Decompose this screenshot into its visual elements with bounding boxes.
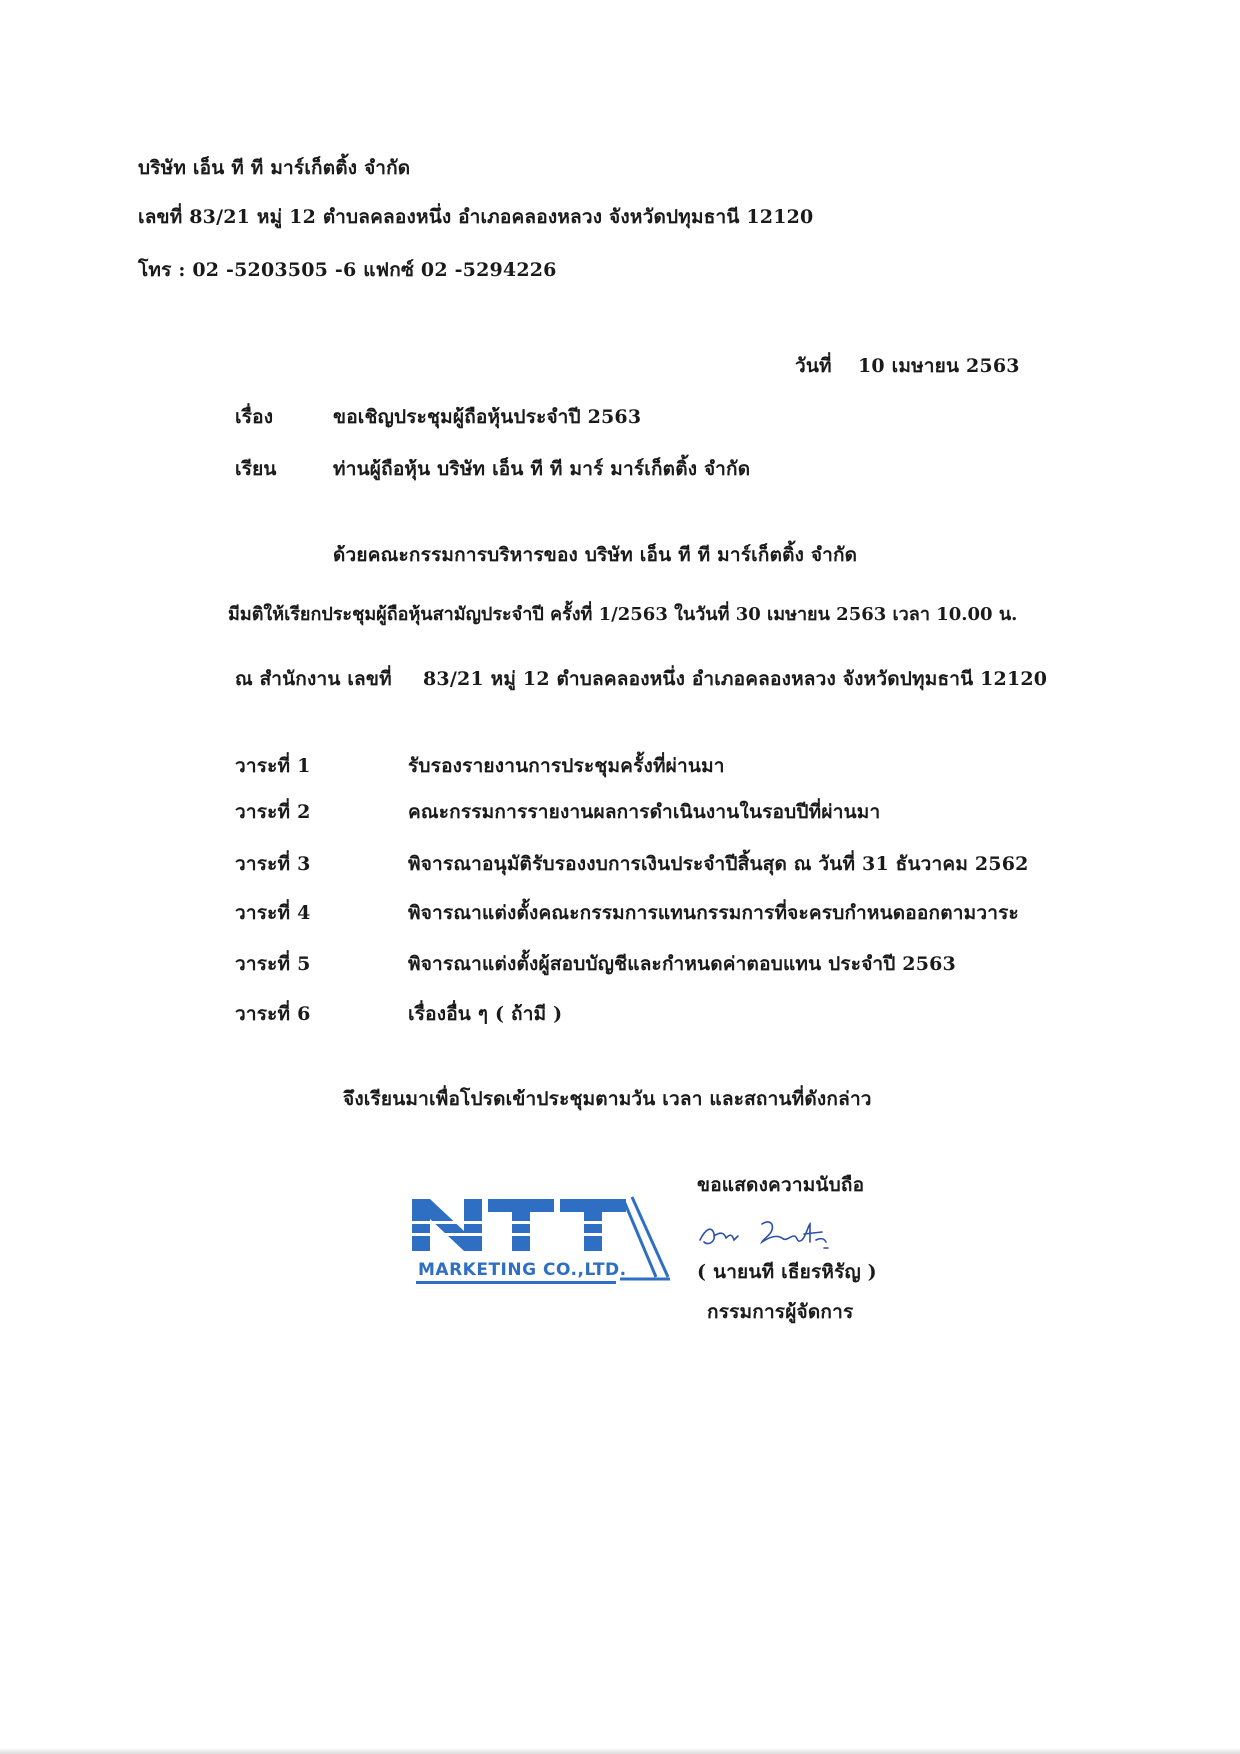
agenda-text: พิจารณาแต่งตั้งผู้สอบบัญชีและกำหนดค่าตอบแทน ประจำปี 2563 xyxy=(408,953,956,975)
agenda-text: คณะกรรมการรายงานผลการดำเนินงานในรอบปีที่ผ่านมา xyxy=(408,801,881,823)
company-contact: โทร : 02 -5203505 -6 แฟกซ์ 02 -5294226 xyxy=(138,259,557,281)
scan-edge xyxy=(0,1748,1240,1754)
company-address: เลขที่ 83/21 หมู่ 12 ตำบลคลองหนึ่ง อำเภอคลองหลวง จังหวัดปทุมธานี 12120 xyxy=(138,206,814,228)
agenda-label: วาระที่ 2 xyxy=(235,801,311,823)
date-label: วันที่ xyxy=(795,355,832,377)
subject-value: ขอเชิญประชุมผู้ถือหุ้นประจำปี 2563 xyxy=(333,406,642,428)
body-line-3-label: ณ สำนักงาน เลขที่ xyxy=(235,668,392,690)
body-line-2: มีมติให้เรียกประชุมผู้ถือหุ้นสามัญประจำปี ครั้งที่ 1/2563 ในวันที่ 30 เมษายน 2563 เวลา 10.00 น. xyxy=(228,604,1018,625)
agenda-text: พิจารณาอนุมัติรับรองงบการเงินประจำปีสิ้นสุด ณ วันที่ 31 ธันวาคม 2562 xyxy=(408,853,1029,875)
signatory-name: ( นายนที เธียรหิรัญ ) xyxy=(697,1261,877,1283)
subject-label: เรื่อง xyxy=(235,406,274,428)
signature xyxy=(692,1212,852,1258)
stamp-company-text: MARKETING CO.,LTD. xyxy=(418,1260,627,1280)
recipient-label: เรียน xyxy=(235,458,277,480)
agenda-label: วาระที่ 1 xyxy=(235,755,311,777)
agenda-label: วาระที่ 4 xyxy=(235,902,311,924)
agenda-label: วาระที่ 5 xyxy=(235,953,311,975)
regards-text: ขอแสดงความนับถือ xyxy=(697,1174,865,1196)
date-value: 10 เมษายน 2563 xyxy=(858,355,1020,377)
agenda-text: เรื่องอื่น ๆ ( ถ้ามี ) xyxy=(408,1003,563,1025)
recipient-value: ท่านผู้ถือหุ้น บริษัท เอ็น ที ที มาร์ มาร์เก็ตติ้ง จำกัด xyxy=(333,458,751,480)
agenda-label: วาระที่ 6 xyxy=(235,1003,311,1025)
agenda-label: วาระที่ 3 xyxy=(235,853,311,875)
closing-line: จึงเรียนมาเพื่อโปรดเข้าประชุมตามวัน เวลา และสถานที่ดังกล่าว xyxy=(343,1088,872,1110)
body-line-1: ด้วยคณะกรรมการบริหารของ บริษัท เอ็น ที ที มาร์เก็ตติ้ง จำกัด xyxy=(333,544,858,566)
agenda-text: พิจารณาแต่งตั้งคณะกรรมการแทนกรรมการที่จะครบกำหนดออกตามวาระ xyxy=(408,902,1019,924)
company-name: บริษัท เอ็น ที ที มาร์เก็ตติ้ง จำกัด xyxy=(138,157,411,179)
body-line-3-value: 83/21 หมู่ 12 ตำบลคลองหนึ่ง อำเภอคลองหลวง จังหวัดปทุมธานี 12120 xyxy=(423,668,1048,690)
company-stamp-logo xyxy=(410,1195,672,1295)
signatory-title: กรรมการผู้จัดการ xyxy=(707,1301,854,1323)
agenda-text: รับรองรายงานการประชุมครั้งที่ผ่านมา xyxy=(408,755,725,777)
